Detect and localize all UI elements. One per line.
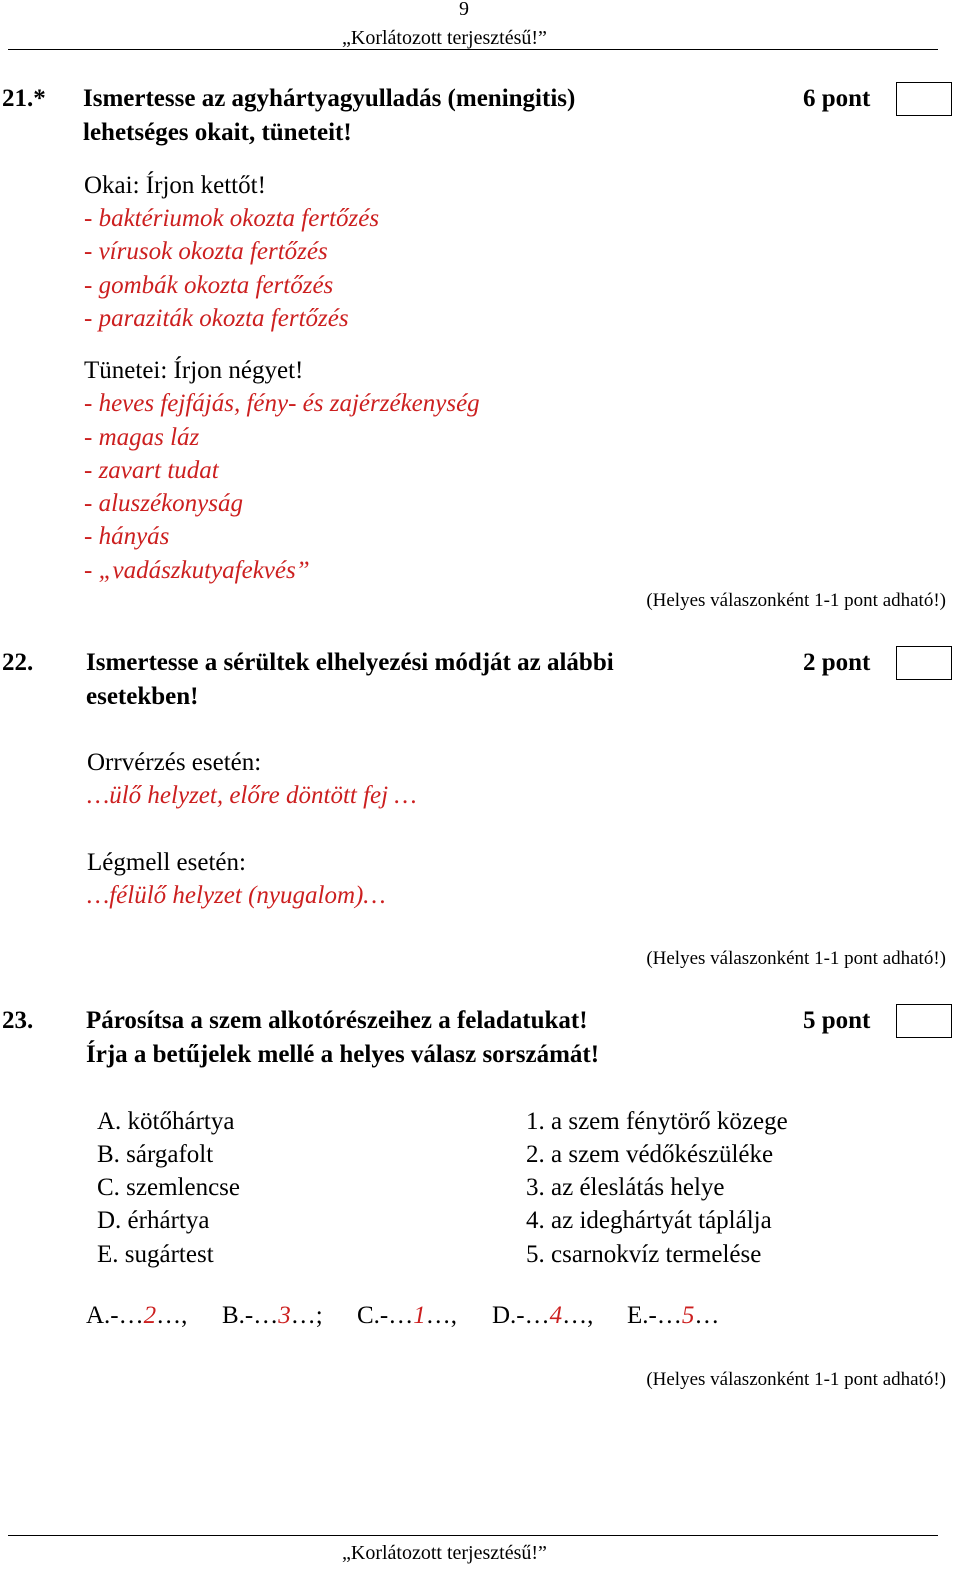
symptoms-label: Tünetei: Írjon négyet! (84, 357, 304, 384)
causes-label: Okai: Írjon kettőt! (84, 172, 266, 199)
answer-prefix: A.-… (86, 1302, 144, 1329)
answer-value: 4 (549, 1302, 563, 1329)
answer-pair (627, 1302, 719, 1330)
right-item: 1. a szem fénytörő közege (526, 1108, 788, 1135)
answer-line: - vírusok okozta fertőzés (84, 238, 328, 265)
left-item: B. sárgafolt (97, 1141, 214, 1168)
scoring-note: (Helyes válaszonként 1-1 pont adható!) (646, 948, 946, 969)
left-item: E. sugártest (97, 1241, 214, 1268)
right-item: 5. csarnokvíz termelése (526, 1241, 762, 1268)
question-text: Párosítsa a szem alkotórészeihez a feladatukat! (86, 1007, 588, 1034)
left-item: A. kötőhártya (97, 1108, 235, 1135)
answer-value: 2 (143, 1302, 157, 1329)
answer-line: - paraziták okozta fertőzés (84, 305, 349, 332)
question-text: Ismertesse a sérültek elhelyezési módját az alábbi (86, 649, 614, 676)
answer-value: 5 (681, 1302, 695, 1329)
case-label: Légmell esetén: (87, 849, 246, 876)
answer-suffix: …; (290, 1302, 323, 1329)
points-label: 6 pont (803, 85, 871, 112)
points-label: 2 pont (803, 649, 871, 676)
header-restriction: „Korlátozott terjesztésű!” (342, 27, 547, 49)
question-number: 22. (2, 649, 34, 676)
left-item: C. szemlencse (97, 1174, 241, 1201)
left-item: D. érhártya (97, 1207, 210, 1234)
points-label: 5 pont (803, 1007, 871, 1034)
right-item: 2. a szem védőkészüléke (526, 1141, 774, 1168)
footer-rule (8, 1535, 938, 1536)
score-box[interactable] (896, 1004, 952, 1038)
answer-pair (492, 1302, 593, 1330)
score-box[interactable] (896, 82, 952, 116)
case-label: Orrvérzés esetén: (87, 749, 262, 776)
page-number: 9 (459, 0, 469, 20)
answer-prefix: C.-… (357, 1302, 414, 1329)
answer-line: …ülő helyzet, előre döntött fej … (87, 782, 417, 809)
question-text: esetekben! (86, 683, 199, 710)
question-number: 23. (2, 1007, 34, 1034)
answer-line: - zavart tudat (84, 457, 219, 484)
answer-line: - „vadászkutyafekvés” (84, 557, 310, 584)
answer-line: - magas láz (84, 424, 200, 451)
header-rule (8, 49, 938, 50)
answer-line: - baktériumok okozta fertőzés (84, 205, 380, 232)
answer-prefix: E.-… (627, 1302, 682, 1329)
right-item: 3. az éleslátás helye (526, 1174, 725, 1201)
answer-line: - aluszékonyság (84, 490, 243, 517)
answer-suffix: …, (425, 1302, 457, 1329)
answer-line: - hányás (84, 523, 170, 550)
question-text: Ismertesse az agyhártyagyulladás (meningitis) (83, 85, 576, 112)
answer-suffix: …, (156, 1302, 188, 1329)
answer-pair (222, 1302, 323, 1330)
right-item: 4. az ideghártyát táplálja (526, 1207, 772, 1234)
answer-prefix: D.-… (492, 1302, 550, 1329)
scoring-note: (Helyes válaszonként 1-1 pont adható!) (646, 590, 946, 611)
question-text: lehetséges okait, tüneteit! (83, 119, 352, 146)
answer-line: …félülő helyzet (nyugalom)… (87, 882, 386, 909)
answer-value: 1 (413, 1302, 426, 1329)
answer-suffix: … (694, 1302, 720, 1329)
answer-prefix: B.-… (222, 1302, 279, 1329)
answer-pair (357, 1302, 457, 1330)
question-number: 21.* (2, 85, 46, 112)
answer-line: - gombák okozta fertőzés (84, 272, 334, 299)
score-box[interactable] (896, 646, 952, 680)
answer-line: - heves fejfájás, fény- és zajérzékenység (84, 390, 480, 417)
scoring-note: (Helyes válaszonként 1-1 pont adható!) (646, 1369, 946, 1390)
answer-value: 3 (278, 1302, 291, 1329)
answer-suffix: …, (562, 1302, 594, 1329)
footer-restriction: „Korlátozott terjesztésű!” (342, 1542, 547, 1564)
answer-pair (86, 1302, 187, 1330)
question-text: Írja a betűjelek mellé a helyes válasz sorszámát! (86, 1041, 600, 1068)
